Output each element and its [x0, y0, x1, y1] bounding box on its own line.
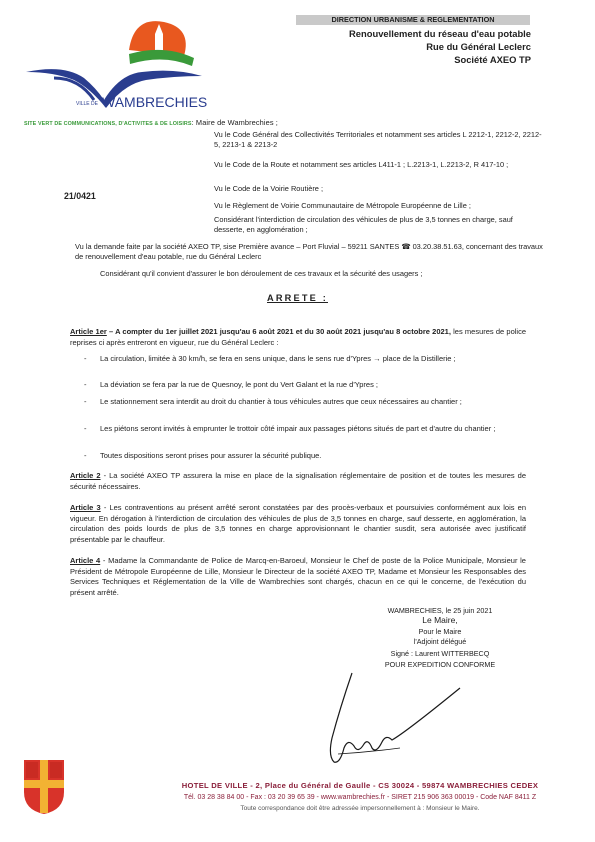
article-3: [70, 503, 526, 545]
handwritten-signature: [310, 668, 470, 768]
list-item: - Les piétons seront invités à emprunter le trottoir côté impair aux passages piétons situés de part et d'autre du chantier ;: [84, 424, 496, 433]
footer-note: Toute correspondance doit être adressée impersonnellement à : Monsieur le Maire.: [240, 805, 480, 812]
signature-deputy: l'Adjoint délégué: [413, 637, 467, 646]
list-item-text: La circulation, limitée à 30 km/h, se fera en sens unique, dans le sens rue d'Ypres → place de la Distillerie ;: [100, 354, 456, 363]
article-2: [70, 471, 526, 492]
arrete-number: 21/0421: [64, 191, 96, 201]
signature-role: Le Maire,: [422, 615, 458, 625]
list-item-text: Les piétons seront invités à emprunter le trottoir côté impair aux passages piétons situés de part et d'autre du chantier ;: [100, 424, 496, 433]
visa-item: Vu le Règlement de Voirie Communautaire de Métropole Européenne de Lille ;: [214, 201, 471, 210]
list-item: - Le stationnement sera interdit au droit du chantier à tous véhicules autres que ceux nécessaires au chantier ;: [84, 397, 462, 406]
logo-name: WAMBRECHIES: [102, 94, 208, 110]
visa-item: Considérant l'interdiction de circulation des véhicules de plus de 3,5 tonnes en charge, sauf desserte, en agglomération ;: [214, 215, 513, 234]
signature-conforme: POUR EXPEDITION CONFORME: [384, 660, 496, 669]
city-logo: [24, 14, 224, 114]
logo-prefix: VILLE DE: [76, 101, 98, 107]
list-item-text: La déviation se fera par la rue de Quesnoy, le pont du Vert Galant et la rue d'Ypres ;: [100, 380, 378, 389]
request-text: Vu la demande faite par la société AXEO TP, sise Première avance – Port Fluvial – 59211 SANTES ☎ 03.20.38.51.63, concernant des travaux de renouvellement d'eau potable, rue du Général Leclerc: [75, 242, 543, 261]
footer-contact: Tél. 03 28 38 84 00 - Fax : 03 20 39 65 39 - www.wambrechies.fr - SIRET 215 906 363 00019 - Code NAF 8411 Z: [183, 794, 537, 801]
coat-of-arms: [22, 758, 66, 816]
article-1-rest: les mesures de police reprises ci après entreront en vigueur, rue du Général Leclerc :: [70, 327, 527, 347]
shield-cross-horizontal: [24, 780, 64, 788]
list-item-text: Toutes dispositions seront prises pour assurer la sécurité publique.: [100, 451, 322, 460]
subject-company: Société AXEO TP: [454, 54, 531, 65]
visa-item: Vu le Code Général des Collectivités Territoriales et notamment ses articles L 2212-1, 2212-2, 2212-5, 2213-1 & 2213-2: [214, 130, 542, 149]
article-4: [70, 556, 526, 598]
article-4-label: Article 4: [70, 556, 101, 565]
subject-title: Renouvellement du réseau d'eau potable: [349, 28, 531, 39]
visa-item: Vu le Code de la Route et notamment ses articles L411-1 ; L.2213-1, L.2213-2, R 417-10 ;: [214, 160, 509, 169]
article-1: [70, 327, 526, 348]
list-item: - La circulation, limitée à 30 km/h, se fera en sens unique, dans le sens rue d'Ypres → place de la Distillerie ;: [84, 354, 456, 363]
considering-text: Considérant qu'il convient d'assurer le bon déroulement de ces travaux et la sécurité des usagers ;: [100, 269, 423, 278]
arrete-title: ARRETE :: [267, 293, 328, 303]
footer-address: HOTEL DE VILLE - 2, Place du Général de Gaulle - CS 30024 - 59874 WAMBRECHIES CEDEX: [181, 781, 539, 790]
article-3-text: - Les contraventions au présent arrêté seront constatées par des procès-verbaux et poursuivies conformément aux lois en vigueur. En dérogation à l'interdiction de circulation des véhicules de plus de 3,5 tonnes en charge, sauf desserte, en agglomération, la circulation des poids lourds de plus de 3,5 tonnes en charge approvisionnant le chantier susdit, sera autorisée avec justificatif présentable par le chauffeur.: [70, 503, 526, 544]
article-4-text: - Madame la Commandante de Police de Marcq-en-Baroeul, Monsieur le Chef de poste de la Police Municipale, Monsieur le Président de Métropole Européenne de Lille, Monsieur le Directeur de la société AXEO TP, Madame et Monsieur les Responsables des Services Techniques et Réglementation de la Ville de Wambrechies sont chargés, chacun en ce qui le concerne, de l'exécution du présent arrêté.: [70, 556, 526, 597]
list-item: - Toutes dispositions seront prises pour assurer la sécurité publique.: [84, 451, 322, 460]
article-2-label: Article 2: [70, 471, 101, 480]
department-banner: DIRECTION URBANISME & REGLEMENTATION: [296, 15, 530, 25]
slogan-text: SITE VERT DE COMMUNICATIONS, D'ACTIVITES & DE LOISIRS: [24, 121, 192, 127]
article-3-label: Article 3: [70, 503, 101, 512]
article-2-text: - La société AXEO TP assurera la mise en place de la signalisation réglementaire de position et de toutes les mesures de sécurité nécessaires.: [70, 471, 527, 491]
slogan: [24, 118, 278, 127]
signature-for: Pour le Maire: [418, 627, 462, 636]
list-item: - La déviation se fera par la rue de Quesnoy, le pont du Vert Galant et la rue d'Ypres ;: [84, 380, 378, 389]
article-1-label: Article 1er: [70, 327, 107, 336]
subject-street: Rue du Général Leclerc: [426, 41, 531, 52]
article-1-lead: – A compter du 1er juillet 2021 jusqu'au 6 août 2021 et du 30 août 2021 jusqu'au 8 octobre 2021,: [106, 327, 451, 336]
signature-signed: Signé : Laurent WITTERBECQ: [390, 649, 490, 658]
signature-place-date: WAMBRECHIES, le 25 juin 2021: [387, 606, 493, 615]
list-item-text: Le stationnement sera interdit au droit du chantier à tous véhicules autres que ceux nécessaires au chantier ;: [100, 397, 462, 406]
visa-item: Vu le Code de la Voirie Routière ;: [214, 184, 324, 193]
maire-intro: : Maire de Wambrechies ;: [191, 118, 278, 127]
